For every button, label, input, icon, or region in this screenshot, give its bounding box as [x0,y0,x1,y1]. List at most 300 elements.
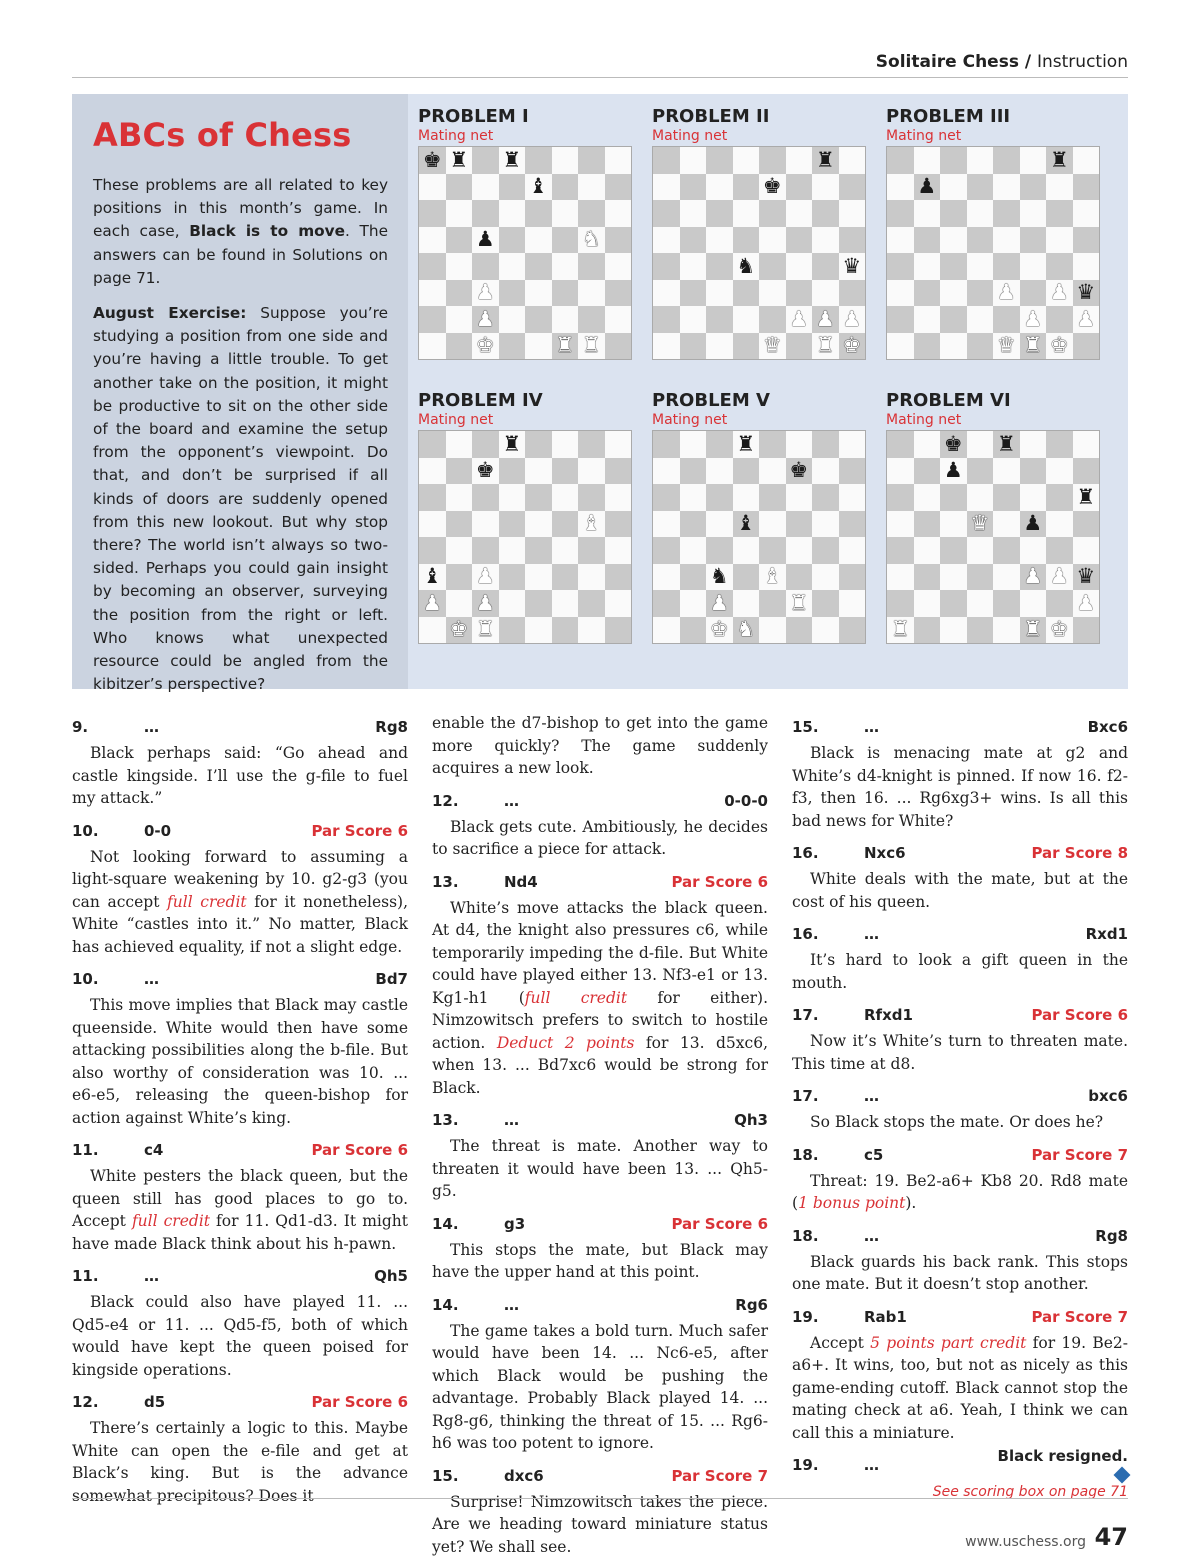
white-queen-icon: ♛ [762,333,782,358]
board-square [706,511,733,538]
board-square [967,564,994,591]
board-square [653,431,680,458]
board-square [1046,147,1073,174]
board-square [499,147,526,174]
move-number: 15. [432,1466,459,1485]
board-square [525,200,552,227]
board-square [653,333,680,360]
board-square [1020,564,1047,591]
exercise-text: Suppose you’re studying a position from one side and you’re having a little trouble. To get another take on the position, it might be productive to sit on the other side of the board and examine the setup from the opponent’s viewpoint. Do that, and don’t be surprised if all kinds of doors are suddenly opened from this new lookout. But why stop there? The world isn’t always so two-sided. Perhaps you could gain insight by becoming an observer, surveying the position from the right or left. Who knows what unexpected resource could be angled from the kibitzer’s perspective? [93,304,388,694]
board-square [914,431,941,458]
board-square [940,617,967,644]
white-rook-icon: ♜ [1023,333,1043,358]
board-square [499,174,526,201]
board-square [552,431,579,458]
board-square [967,280,994,307]
move-row [432,1290,768,1320]
intro-text: . The answers can be found in Solutions on page 71. [93,222,388,287]
move-notation: … [144,1267,159,1285]
problem-2 [652,106,868,360]
board-square [525,590,552,617]
move-notation: c4 [144,1141,164,1159]
board-square [839,253,866,280]
board-square [446,280,473,307]
board-square [993,511,1020,538]
move-number: 13. [432,1111,459,1129]
board-square [812,590,839,617]
board-square [839,458,866,485]
board-square [786,431,813,458]
black-rook-icon: ♜ [449,147,469,172]
move-number: 13. [432,872,459,891]
board-square [786,174,813,201]
commentary: This move implies that Black may castle queenside. White would then have some attacking possibilities along the b-file. But also worthy of consideration was 10. ... e6-e5, releasing the queen-bishop for action against White’s king. [72,996,408,1127]
board-square [839,537,866,564]
black-rook-icon: ♜ [815,147,835,172]
board-square [914,333,941,360]
black-queen-icon: ♛ [1076,564,1096,589]
move-row [792,1447,1128,1480]
board-square [733,431,760,458]
board-square [967,590,994,617]
board-square [680,147,707,174]
board-square [525,511,552,538]
move-number: 18. [792,1226,819,1245]
board-square [733,227,760,254]
board-square [552,590,579,617]
par-score: Par Score 7 [1031,1145,1128,1164]
board-square [759,590,786,617]
board-square [1046,458,1073,485]
board-square [759,280,786,307]
move-number: 18. [792,1145,819,1164]
board-square [680,200,707,227]
move-number: 12. [432,791,459,810]
board-square [967,253,994,280]
board-square [1073,253,1100,280]
white-pawn-icon: ♟ [1049,280,1069,305]
move-row [72,964,408,994]
board-square [786,280,813,307]
intro-title: ABCs of Chess [93,116,352,154]
board-square [887,200,914,227]
chess-board [652,430,866,644]
move-row [792,1302,1128,1332]
board-square [419,333,446,360]
board-square [759,253,786,280]
commentary-continued: enable the d7-bishop to get into the game more quickly? The game suddenly acquires a new look. [432,714,768,777]
board-square [1046,590,1073,617]
board-square [1046,484,1073,511]
move-row [432,786,768,816]
board-square [605,564,632,591]
board-square [812,200,839,227]
board-square [839,511,866,538]
board-square [578,174,605,201]
board-square [419,564,446,591]
move-notation: … [864,1087,879,1105]
board-square [578,200,605,227]
board-square [446,617,473,644]
move-notation: g3 [504,1214,526,1233]
black-bishop-icon: ♝ [736,511,756,536]
board-square [839,174,866,201]
commentary: So Black stops the mate. Or does he? [810,1113,1104,1131]
end-mark-icon [1114,1466,1131,1483]
board-square [578,458,605,485]
problem-title: PROBLEM IV [418,390,543,411]
move-number: 11. [72,1267,99,1285]
board-square [419,280,446,307]
board-square [967,511,994,538]
credit-note: full credit [167,892,247,911]
credit-note: 5 points part credit [870,1333,1027,1352]
board-square [887,147,914,174]
exercise-label: August Exercise: [93,304,247,323]
board-square [472,253,499,280]
move-row [72,1387,408,1417]
problem-title: PROBLEM II [652,106,770,127]
board-square [839,200,866,227]
board-square [472,537,499,564]
commentary: There’s certainly a logic to this. Maybe White can open the e-file and get at Black’s king. But is the advance somewhat precipitous? Does it [72,1419,408,1505]
board-square [812,280,839,307]
board-square [993,280,1020,307]
board-square [993,306,1020,333]
board-square [786,333,813,360]
board-square [812,484,839,511]
board-square [680,484,707,511]
board-square [605,511,632,538]
board-square [499,617,526,644]
board-square [1020,200,1047,227]
commentary [792,1170,1128,1215]
board-square [680,458,707,485]
white-pawn-icon: ♟ [789,306,809,331]
commentary-text: for 13. d5xc6, when 13. ... Bd7xc6 would be strong for Black. [432,1033,768,1097]
black-pawn-icon: ♟ [917,174,937,199]
commentary: Black gets cute. Ambitiously, he decides to sacrifice a piece for attack. [432,817,768,858]
black-rook-icon: ♜ [1076,484,1096,509]
board-square [940,590,967,617]
black-king-icon: ♚ [475,458,495,483]
board-square [446,537,473,564]
board-square [1073,537,1100,564]
board-square [733,306,760,333]
black-rook-icon: ♜ [736,431,756,456]
commentary: The threat is mate. Another way to threaten it would have been 13. ... Qh5-g5. [432,1137,768,1200]
commentary-text: for it nonetheless), White “castles into it.” No matter, Black has achieved equality, if not a slight edge. [72,892,409,956]
board-square [653,484,680,511]
board-square [1046,537,1073,564]
board-square [733,484,760,511]
board-square [993,617,1020,644]
board-square [552,537,579,564]
white-bishop-icon: ♝ [762,564,782,589]
white-bishop-icon: ♝ [581,511,601,536]
board-square [786,306,813,333]
board-square [759,537,786,564]
move-row [792,919,1128,949]
board-square [940,511,967,538]
board-square [967,431,994,458]
move-notation: … [864,718,879,736]
board-square [733,174,760,201]
board-square [653,537,680,564]
commentary: It’s hard to look a gift queen in the mouth. [792,951,1128,992]
move-reply: Qh5 [374,1267,408,1285]
move-reply: Rg8 [1095,1226,1128,1245]
board-square [914,511,941,538]
board-square [706,174,733,201]
board-square [733,458,760,485]
board-square [578,147,605,174]
board-square [812,431,839,458]
board-square [605,147,632,174]
board-square [887,617,914,644]
board-square [706,280,733,307]
problem-subtitle: Mating net [652,412,728,428]
board-square [1073,458,1100,485]
board-square [1046,174,1073,201]
scoring-box-note: See scoring box on page 71 [932,1484,1128,1500]
board-square [653,617,680,644]
board-square [578,564,605,591]
white-knight-icon: ♞ [736,617,756,642]
board-square [499,484,526,511]
move-number: 10. [72,821,99,840]
board-square [786,458,813,485]
board-square [605,280,632,307]
board-square [812,306,839,333]
board-square [887,174,914,201]
board-square [499,253,526,280]
board-square [914,564,941,591]
chess-board [652,146,866,360]
board-square [1046,431,1073,458]
white-rook-icon: ♜ [581,333,601,358]
credit-note: full credit [131,1212,210,1230]
board-square [812,333,839,360]
board-square [653,253,680,280]
board-square [605,200,632,227]
board-square [706,484,733,511]
board-square [1020,590,1047,617]
board-square [706,253,733,280]
board-square [759,333,786,360]
board-square [1073,147,1100,174]
move-number: 11. [72,1141,99,1159]
black-queen-icon: ♛ [1076,280,1096,305]
board-square [499,227,526,254]
board-square [786,617,813,644]
commentary-text: White pesters the black queen, but the queen still has good places to go to. Accept [72,1167,408,1230]
board-square [759,564,786,591]
board-square [1020,253,1047,280]
board-square [680,280,707,307]
board-square [472,590,499,617]
board-square [1073,431,1100,458]
page-footer [72,1498,1128,1564]
white-pawn-icon: ♟ [1076,590,1096,615]
board-square [812,617,839,644]
board-square [733,617,760,644]
commentary: The game takes a bold turn. Much safer would have been 14. ... Nc6-e5, after which Black would be pushing the advantage. Probably Black played 14. ... Rg8-g6, thinking the threat of 15. ... Rg6-h6 was too potent to ignore. [432,1321,768,1452]
board-square [759,484,786,511]
board-square [653,511,680,538]
commentary-text: White’s move attacks the black queen. At d4, the knight also pressures c6, while temporarily impeding the d-file. But White could have played either 13. Nf3-e1 or 13. Kg1-h1 ( [432,898,768,1007]
white-pawn-icon: ♟ [475,280,495,305]
board-square [552,484,579,511]
running-header [72,52,1128,78]
board-square [653,147,680,174]
problem-subtitle: Mating net [886,412,962,428]
board-square [914,174,941,201]
header-subsection: Instruction [1037,52,1128,72]
par-score: Par Score 6 [671,1214,768,1233]
black-king-icon: ♚ [422,147,442,172]
par-score: Par Score 6 [671,872,768,891]
board-square [472,484,499,511]
board-square [1046,306,1073,333]
move-notation: 0-0 [144,821,172,840]
board-square [967,537,994,564]
board-square [1073,484,1100,511]
white-rook-icon: ♜ [890,617,910,642]
commentary-text: Not looking forward to assuming a light-square weakening by 10. g2-g3 (you can accept [72,847,408,911]
move-row [72,816,408,846]
board-square [1020,147,1047,174]
board-square [1046,280,1073,307]
board-square [446,200,473,227]
board-square [967,458,994,485]
board-square [967,147,994,174]
move-row [432,1209,768,1239]
problems-panel [72,94,1128,694]
board-square [605,227,632,254]
move-number: 15. [792,718,819,736]
board-square [733,564,760,591]
problem-title: PROBLEM VI [886,390,1011,411]
move-number: 19. [792,1456,819,1474]
intro-text: These problems are all related to key positions in this month’s game. In each case, [93,176,388,241]
board-square [578,333,605,360]
move-notation: … [504,1295,519,1314]
move-row [792,1140,1128,1170]
board-square [786,590,813,617]
board-square [419,200,446,227]
white-pawn-icon: ♟ [815,306,835,331]
column-1 [72,712,408,1513]
board-square [499,431,526,458]
board-square [940,200,967,227]
board-square [419,590,446,617]
board-square [786,511,813,538]
board-square [733,200,760,227]
par-score: Par Score 8 [1031,844,1128,862]
board-square [578,253,605,280]
board-square [446,590,473,617]
board-square [914,306,941,333]
board-square [759,511,786,538]
board-square [706,306,733,333]
black-pawn-icon: ♟ [475,227,495,252]
board-square [839,484,866,511]
black-bishop-icon: ♝ [528,174,548,199]
board-square [552,511,579,538]
board-square [472,147,499,174]
board-square [446,458,473,485]
board-square [706,458,733,485]
board-square [914,617,941,644]
board-square [887,253,914,280]
board-square [706,147,733,174]
move-number: 16. [792,844,819,862]
credit-note: full credit [524,988,628,1007]
move-row [72,1261,408,1291]
board-square [472,227,499,254]
board-square [812,253,839,280]
board-square [1073,333,1100,360]
board-square [525,253,552,280]
board-square [914,200,941,227]
board-square [680,590,707,617]
board-square [552,280,579,307]
board-square [759,200,786,227]
commentary-text: ). [905,1194,917,1212]
white-king-icon: ♚ [475,333,495,358]
board-square [887,458,914,485]
commentary [792,1332,1128,1445]
move-notation: c5 [864,1145,884,1164]
board-square [706,431,733,458]
board-square [1020,431,1047,458]
move-notation: dxc6 [504,1466,544,1485]
white-king-icon: ♚ [709,617,729,642]
move-number: 10. [72,970,99,988]
board-square [940,484,967,511]
board-square [653,564,680,591]
white-pawn-icon: ♟ [996,280,1016,305]
commentary [432,897,768,1100]
board-square [812,537,839,564]
board-square [1046,511,1073,538]
board-square [605,333,632,360]
board-square [552,306,579,333]
board-square [578,484,605,511]
board-square [419,431,446,458]
board-square [733,537,760,564]
board-square [1073,306,1100,333]
board-square [419,458,446,485]
par-score: Par Score 6 [311,821,408,840]
move-reply: Bxc6 [1087,718,1128,736]
board-square [759,227,786,254]
chess-board [886,430,1100,644]
intro-paragraph-1 [93,174,388,290]
board-square [446,253,473,280]
board-square [706,590,733,617]
board-square [525,617,552,644]
board-square [680,253,707,280]
commentary-text: for 19. Be2-a6+. It wins, too, but not as nicely as this game-ending cutoff. Black cannot stop the mating check at a6. Yeah, I think we can call this a miniature. [792,1333,1128,1442]
problem-subtitle: Mating net [886,128,962,144]
board-square [839,147,866,174]
footer-url: www.uschess.org [965,1534,1086,1550]
board-square [1046,333,1073,360]
board-square [680,537,707,564]
black-knight-icon: ♞ [736,253,756,278]
